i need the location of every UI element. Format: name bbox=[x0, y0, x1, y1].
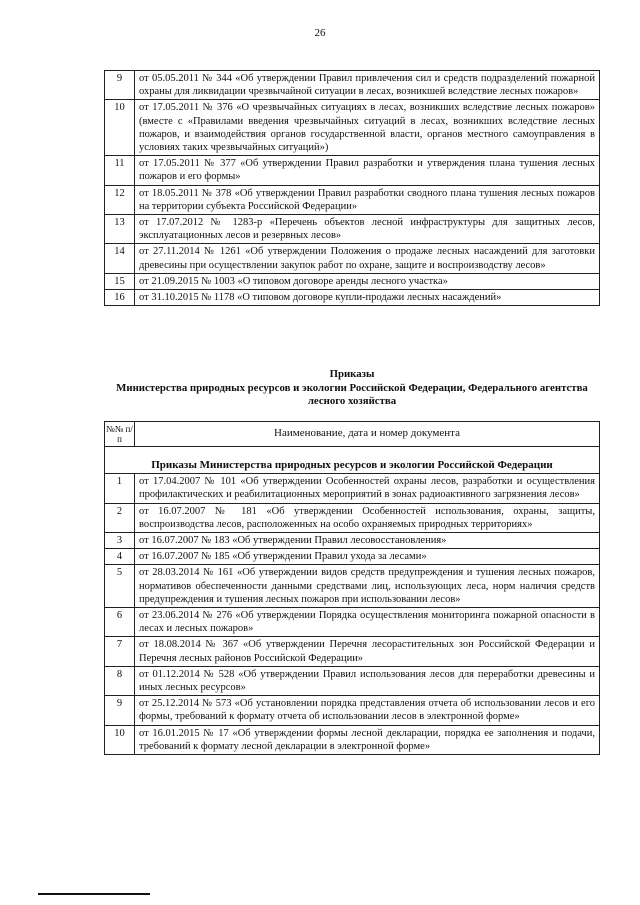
table-row bbox=[105, 666, 600, 695]
row-number-cell: 15 bbox=[105, 273, 135, 289]
row-number-cell: 10 bbox=[105, 725, 135, 754]
document-title-cell: от 27.11.2014 № 1261 «Об утверждении Положения о продаже лесных насаждений для заготовки древесины при осуществлении закупок работ по охране, защите и воспроизводству лесов» bbox=[135, 244, 600, 273]
row-number-cell: 13 bbox=[105, 215, 135, 244]
table-row bbox=[105, 290, 600, 306]
table-header-row bbox=[105, 422, 600, 447]
document-title-cell: от 18.05.2011 № 378 «Об утверждении Правил разработки сводного плана тушения лесных пожаров на территории субъекта Российской Федерации» bbox=[135, 185, 600, 214]
ministry-orders-table-body bbox=[105, 422, 600, 755]
document-title-cell: от 17.04.2007 № 101 «Об утверждении Особенностей охраны лесов, разработки и осуществления профилактических и реабилитационных мероприятий в зонах радиоактивного загрязнения лесов» bbox=[135, 474, 600, 503]
document-title-cell: от 23.06.2014 № 276 «Об утверждении Порядка осуществления мониторинга пожарной опасности в лесах и лесных пожаров» bbox=[135, 608, 600, 637]
document-title-cell: от 16.07.2007 № 183 «Об утверждении Правил лесовосстановления» bbox=[135, 533, 600, 549]
table-row bbox=[105, 696, 600, 725]
document-title-cell: от 01.12.2014 № 528 «Об утверждении Правил использования лесов для переработки древесины и иных лесных ресурсов» bbox=[135, 666, 600, 695]
row-number-cell: 9 bbox=[105, 71, 135, 100]
document-title-cell: от 17.05.2011 № 377 «Об утверждении Правил разработки и утверждения плана тушения лесных пожаров и его формы» bbox=[135, 156, 600, 185]
document-title-cell: от 05.05.2011 № 344 «Об утверждении Правил привлечения сил и средств подразделений пожарной охраны для ликвидации чрезвычайной ситуации в лесах, возникшей вследствие лесных пожаров» bbox=[135, 71, 600, 100]
table-row bbox=[105, 725, 600, 754]
row-number-cell: 4 bbox=[105, 549, 135, 565]
document-title-cell: от 31.10.2015 № 1178 «О типовом договоре купли-продажи лесных насаждений» bbox=[135, 290, 600, 306]
row-number-cell: 2 bbox=[105, 503, 135, 532]
table-row bbox=[105, 100, 600, 156]
table-row bbox=[105, 549, 600, 565]
document-title-cell: от 17.05.2011 № 376 «О чрезвычайных ситуациях в лесах, возникших вследствие лесных пожаров» (вместе с «Правилами введения чрезвычайных ситуаций в лесах, возникших вследствие лесных пожаров, и взаимодействия органов государственной власти, органов местного самоуправления в условиях таких чрезвычайных ситуаций») bbox=[135, 100, 600, 156]
table-row bbox=[105, 273, 600, 289]
table-row bbox=[105, 244, 600, 273]
table-row bbox=[105, 637, 600, 666]
table-row bbox=[105, 474, 600, 503]
row-number-cell: 5 bbox=[105, 565, 135, 608]
document-title-cell: от 21.09.2015 № 1003 «О типовом договоре аренды лесного участка» bbox=[135, 273, 600, 289]
document-title-cell: от 28.03.2014 № 161 «Об утверждении видов средств предупреждения и тушения лесных пожаров, нормативов обеспеченности данными средствами лиц, использующих леса, норм наличия средств предупреждения и тушения лесных пожаров при использовании лесов» bbox=[135, 565, 600, 608]
table-row bbox=[105, 608, 600, 637]
row-number-cell: 7 bbox=[105, 637, 135, 666]
table-row bbox=[105, 503, 600, 532]
row-number-cell: 10 bbox=[105, 100, 135, 156]
document-title-cell: от 16.07.2007 № 185 «Об утверждении Правил ухода за лесами» bbox=[135, 549, 600, 565]
row-number-cell: 6 bbox=[105, 608, 135, 637]
table-row bbox=[105, 185, 600, 214]
table-row bbox=[105, 215, 600, 244]
government-decrees-table-body bbox=[105, 71, 600, 306]
row-number-cell: 8 bbox=[105, 666, 135, 695]
document-title-cell: от 17.07.2012 № 1283-р «Перечень объектов лесной инфраструктуры для защитных лесов, эксплуатационных лесов и резервных лесов» bbox=[135, 215, 600, 244]
row-number-cell: 1 bbox=[105, 474, 135, 503]
ministry-orders-table bbox=[104, 421, 600, 755]
row-number-cell: 3 bbox=[105, 533, 135, 549]
document-title-cell: от 18.08.2014 № 367 «Об утверждении Перечня лесорастительных зон Российской Федерации и Перечня лесных районов Российской Федерации» bbox=[135, 637, 600, 666]
government-decrees-table bbox=[104, 70, 600, 306]
row-number-cell: 12 bbox=[105, 185, 135, 214]
table-row bbox=[105, 533, 600, 549]
document-title-cell: от 16.01.2015 № 17 «Об утверждении формы лесной декларации, порядка ее заполнения и подачи, требований к формату лесной декларации в электронной форме» bbox=[135, 725, 600, 754]
row-number-cell: 14 bbox=[105, 244, 135, 273]
section-title-row bbox=[105, 447, 600, 474]
header-title-cell: Наименование, дата и номер документа bbox=[135, 422, 600, 447]
row-number-cell: 16 bbox=[105, 290, 135, 306]
table-row bbox=[105, 71, 600, 100]
document-title-cell: от 16.07.2007 № 181 «Об утверждении Особенностей использования, охраны, защиты, воспроизводства лесов, расположенных на особо охраняемых природных территориях» bbox=[135, 503, 600, 532]
row-number-cell: 11 bbox=[105, 156, 135, 185]
document-title-cell: от 25.12.2014 № 573 «Об установлении порядка представления отчета об использовании лесов и его формы, требований к формату отчета об использовании лесов в электронной форме» bbox=[135, 696, 600, 725]
page-number: 26 bbox=[314, 27, 326, 39]
section-title-cell: Приказы Министерства природных ресурсов и экологии Российской Федерации bbox=[105, 447, 600, 474]
orders-heading-line1: Приказы bbox=[329, 368, 375, 380]
row-number-cell: 9 bbox=[105, 696, 135, 725]
footnote-separator bbox=[38, 893, 150, 895]
table-row bbox=[105, 156, 600, 185]
orders-heading bbox=[104, 368, 600, 409]
orders-heading-line2: Министерства природных ресурсов и экологии Российской Федерации, Федерального агентства лесного хозяйства bbox=[116, 381, 588, 407]
header-number-cell: №№ п/п bbox=[105, 422, 135, 447]
table-row bbox=[105, 565, 600, 608]
